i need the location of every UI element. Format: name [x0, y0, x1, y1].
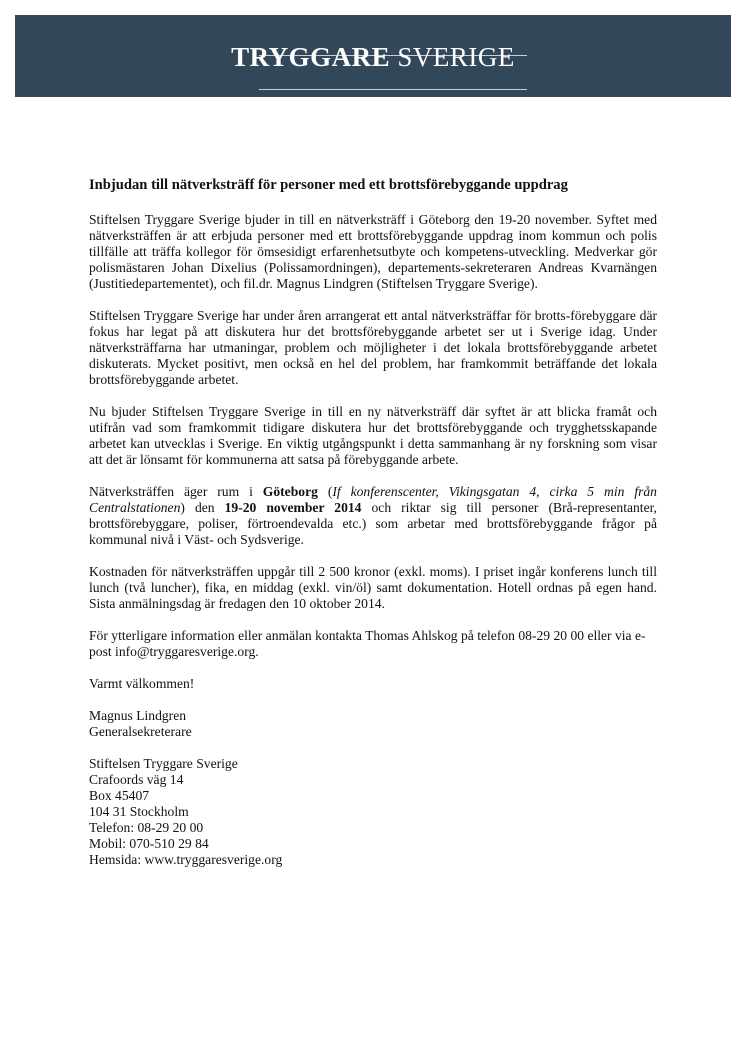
paragraph-contact: För ytterligare information eller anmälan kontakta Thomas Ahlskog på telefon 08-29 20 00 eller via e-post info@tryggaresverige.org.: [89, 628, 646, 659]
event-text-4: och riktar sig till personer (Brå-representanter, brottsförebyggare, poliser, förtroendevalda etc.) som arbetar med brottsförebyggande frågor på kommunal nivå i Väst- och Sydsverige.: [89, 500, 658, 547]
signature-name: Magnus Lindgren: [89, 708, 187, 723]
paragraph-event-details: [89, 484, 657, 548]
signature-title: Generalsekreterare: [89, 724, 192, 739]
address-website: Hemsida: www.tryggaresverige.org: [89, 852, 283, 867]
document-title: Inbjudan till nätverksträff för personer med ett brottsförebyggande uppdrag: [89, 177, 568, 193]
logo-bold-text: TRYGGARE: [231, 42, 391, 72]
event-text-3: ) den: [180, 500, 225, 515]
paragraph-intro: Stiftelsen Tryggare Sverige bjuder in till en nätverksträff i Göteborg den 19-20 november. Syftet med nätverksträffen är att erbjuda personer med ett brottsförebyggande uppdrag inom kommun och polis tillfälle att träffa kollegor för ömsesidigt erfarenhetsutbyte och kompetens-utveckling. Medverkar gör polismästaren Johan Dixelius (Polissamordningen), departements-sekreteraren Andreas Kvarnängen (Justitiedepartementet), och fil.dr. Magnus Lindgren (Stiftelsen Tryggare Sverige).: [89, 212, 657, 291]
logo-rule-bottom: [259, 89, 527, 90]
address-block: [89, 756, 657, 868]
address-box: Box 45407: [89, 788, 150, 803]
greeting: Varmt välkommen!: [89, 676, 195, 691]
logo: [15, 42, 731, 72]
event-date: 19-20 november 2014: [224, 500, 362, 515]
address-street: Crafoords väg 14: [89, 772, 184, 787]
address-phone: Telefon: 08-29 20 00: [89, 820, 204, 835]
event-text-1: Nätverksträffen äger rum i: [89, 484, 263, 499]
paragraph-cost: Kostnaden för nätverksträffen uppgår till 2 500 kronor (exkl. moms). I priset ingår konferens lunch till lunch (två luncher), fika, en middag (exkl. vin/öl) samt dokumentation. Hotell ordnas på egen hand. Sista anmälningsdag är fredagen den 10 oktober 2014.: [89, 564, 657, 611]
logo-regular-text: SVERIGE: [397, 42, 515, 72]
event-venue: If konferenscenter, Vikingsgatan 4, cirka 5 min från Centralstationen: [89, 484, 657, 515]
address-city: 104 31 Stockholm: [89, 804, 189, 819]
event-city: Göteborg: [262, 484, 318, 499]
header-banner: [15, 15, 731, 97]
paragraph-purpose: Nu bjuder Stiftelsen Tryggare Sverige in till en ny nätverksträff där syftet är att blicka framåt och utifrån vad som framkommit tidigare diskutera hur det brottsförebyggande och trygghetsskapande arbetet kan utvecklas i Sverige. En viktig utgångspunkt i detta sammanhang är ny forskning som visar att det är lönsamt för kommunerna att satsa på förebyggande arbete.: [89, 404, 657, 467]
event-text-2: (: [317, 484, 333, 499]
address-org: Stiftelsen Tryggare Sverige: [89, 756, 238, 771]
paragraph-background: Stiftelsen Tryggare Sverige har under åren arrangerat ett antal nätverksträffar för brotts-förebyggare där fokus har legat på att diskutera hur det brottsförebyggande arbetet ser ut i Sverige idag. Under nätverksträffarna har utmaningar, problem och möjligheter i det lokala brottsförebyggande arbetet diskuterats. Mycket positivt, men också en hel del problem, har framkommit beträffande det lokala brottsförebyggande arbetet.: [89, 308, 657, 387]
document-body: [89, 176, 657, 868]
address-mobile: Mobil: 070-510 29 84: [89, 836, 209, 851]
signature-block: [89, 708, 657, 740]
